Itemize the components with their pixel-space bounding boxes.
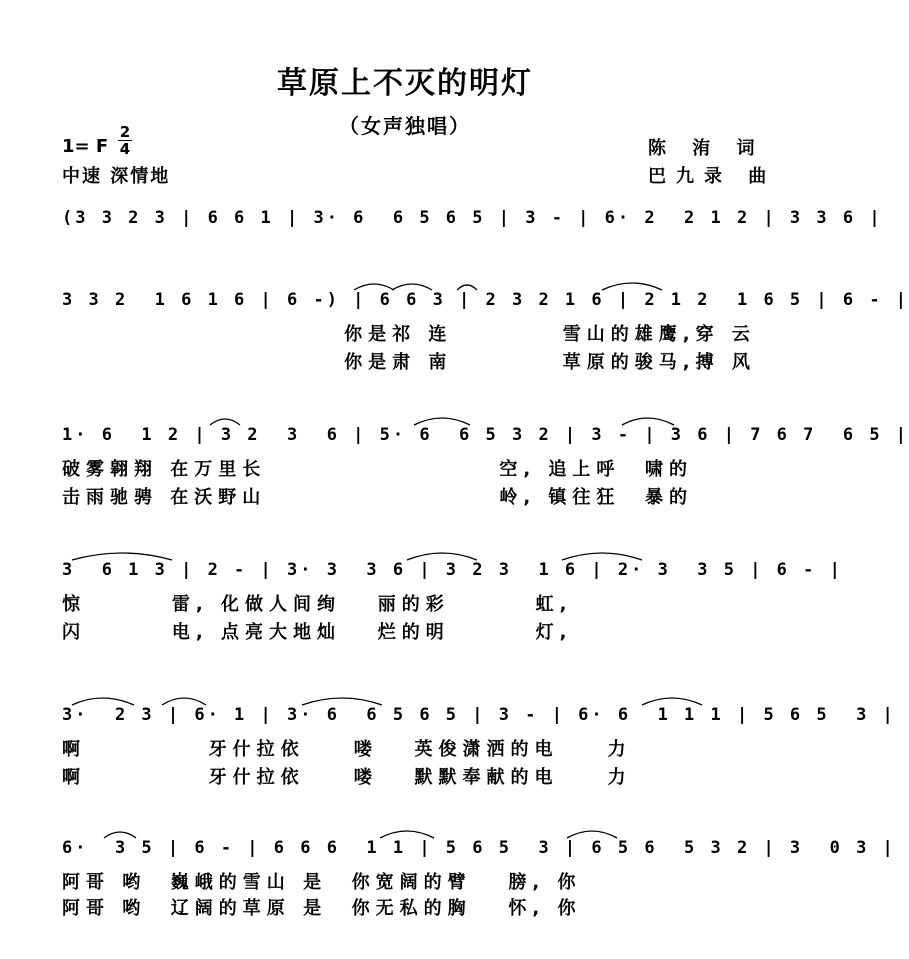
score-line-3 xyxy=(62,425,909,515)
lyricist-credit: 陈 洧 词 xyxy=(648,138,765,159)
lyric-verse-2: 啊 牙什拉依 喽 默默奉献的电 力 xyxy=(62,767,632,788)
time-signature xyxy=(118,124,132,157)
notation-line: 3 6 1 3 | 2 - | 3· 3 3 6 | 3 2 3 1 6 | 2· 3 3 5 | 6 - | xyxy=(62,560,843,580)
score-line-6 xyxy=(62,838,896,928)
lyric-verse-2: 闪 电, 点亮大地灿 烂的明 灯, xyxy=(62,622,573,643)
meter-bottom: 4 xyxy=(119,140,131,158)
score-line-1 xyxy=(62,208,883,248)
notation-line: 1· 6 1 2 | 3 2 3 6 | 5· 6 6 5 3 2 | 3 - | 3 6 | 7 6 7 6 5 | xyxy=(62,425,909,445)
notation-line: 6· 3 5 | 6 - | 6 6 6 1 1 | 5 6 5 3 | 6 5 6 5 3 2 | 3 0 3 | xyxy=(62,838,896,858)
score-line-4 xyxy=(62,560,843,650)
key-signature: 1= F xyxy=(62,136,109,157)
song-subtitle: （女声独唱） xyxy=(339,114,471,138)
tempo-marking: 中速 深情地 xyxy=(62,166,171,187)
lyric-verse-1: 惊 雷, 化做人间绚 丽的彩 虹, xyxy=(62,594,573,615)
notation-line: (3 3 2 3 | 6 6 1 | 3· 6 6 5 6 5 | 3 - | 6· 2 2 1 2 | 3 3 6 | xyxy=(62,208,883,228)
lyric-verse-2: 阿哥 哟 辽阔的草原 是 你无私的胸 怀, 你 xyxy=(62,898,582,919)
composer-credit: 巴九录 曲 xyxy=(648,166,777,187)
lyric-verse-2: 你是肃 南 草原的骏马,搏 风 xyxy=(62,352,756,373)
lyric-verse-1: 破雾翱翔 在万里长 空, 追上呼 啸的 xyxy=(62,459,693,480)
song-title: 草原上不灭的明灯 xyxy=(277,66,533,101)
lyric-verse-1: 啊 牙什拉依 喽 英俊潇洒的电 力 xyxy=(62,739,632,760)
score-line-2 xyxy=(62,290,909,380)
notation-line: 3 3 2 1 6 1 6 | 6 -) | 6 6 3 | 2 3 2 1 6 | 2 1 2 1 6 5 | 6 - | xyxy=(62,290,909,310)
score-line-5 xyxy=(62,705,896,795)
lyric-verse-2: 击雨驰骋 在沃野山 岭, 镇往狂 暴的 xyxy=(62,487,693,508)
lyric-verse-1: 你是祁 连 雪山的雄鹰,穿 云 xyxy=(62,324,756,345)
lyric-verse-1: 阿哥 哟 巍峨的雪山 是 你宽阔的臂 膀, 你 xyxy=(62,872,582,893)
meter-top: 2 xyxy=(119,123,131,141)
notation-line: 3· 2 3 | 6· 1 | 3· 6 6 5 6 5 | 3 - | 6· 6 1 1 1 | 5 6 5 3 | xyxy=(62,705,896,725)
